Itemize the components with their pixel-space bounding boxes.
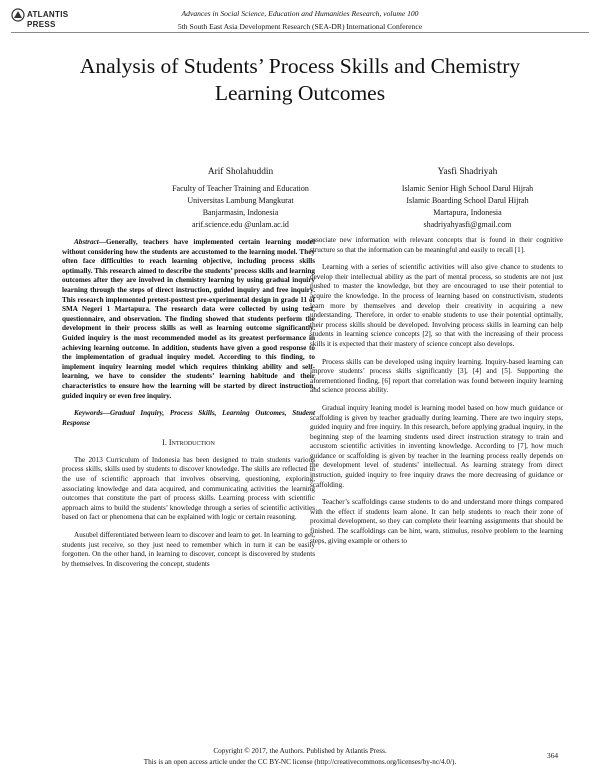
author-affiliation: Islamic Boarding School Darul Hijrah [406, 196, 529, 205]
author-block-2 [345, 166, 590, 231]
title-line-1: Analysis of Students’ Process Skills and Chemistry [79, 54, 521, 78]
right-column [310, 236, 563, 554]
conference-name: 5th South East Asia Development Research (SEA-DR) International Conference [177, 22, 423, 31]
keywords: Keywords—Gradual Inquiry, Process Skills, Learning Outcomes, Student Response [62, 409, 315, 427]
left-column [62, 238, 315, 577]
author-affiliation: Islamic Senior High School Darul Hijrah [401, 184, 534, 193]
author-email: shadriyahyasfi@gmail.com [423, 220, 512, 229]
body-paragraph: The 2013 Curriculum of Indonesia has been designed to train students various process skills, skills used by students to discover knowledge. The skills are reflected in the use of scientific approach that involves observing, questioning, exploring, associating knowledge and data acquired, and communicating activities the learning outcomes that constitute the part of process skills. Learning process with scientific approach aims to build the students’ knowledge through a series of scientific activities based on fact or phenomena that can be explained with logic or certain reasoning. [62, 455, 315, 522]
author-location: Banjarmasin, Indonesia [202, 208, 279, 217]
abstract [62, 238, 315, 401]
abstract-label: Abstract [74, 238, 99, 246]
author-location: Martapura, Indonesia [433, 208, 502, 217]
author-name: Yasfi Shadriyah [437, 167, 498, 177]
copyright-line: Copyright © 2017, the Authors. Published by Atlantis Press. [213, 747, 387, 755]
body-paragraph: Learning with a series of scientific activities will also give chance to students to develop their intellectual ability as the part of mental process, so students are not just pushed to master the knowledge, but they are encouraged to use their potential to acquire the knowledge. In the process of learning based on constructivism, students learn more by themselves and develop their creativity in acquiring a new understanding. Therefore, in order to enable students to use their potential optimally, their process skills should be developed. Involving process skills in learning can help students in learning science concepts [2], so that with the increasing of their process skills it is expected that their mastery of science concept also develops. [310, 263, 563, 348]
page-number: 364 [547, 751, 559, 760]
body-paragraph: associate new information with relevant concepts that is found in their cognitive structure so that the information can be meaningful and easily to recall [1]. [310, 236, 563, 254]
abstract-text: —Generally, teachers have implemented certain learning model without considering how the students are accustomed to the learning model. They often face difficulties to reach learning objective, including process skills optimally. This research aimed to describe the students’ process skills and learning outcomes after they are involved in chemistry learning by using gradual inquiry learning through the steps of direct instruction, guided inquiry and free inquiry. This research implemented pretest-posttest pre-experimental design in grade 11 of SMA Negeri 1 Martapura. The research data were collected by using test, questionnaire, and observation. The finding showed that students perform the development in their process skills as well as learning outcome significantly. Guided inquiry is the most recommended model as its greatest performance in achieving learning outcome. In addition, students have given a good response to the implementation of gradual inquiry model. According to this finding, to implement inquiry learning model which requires thinking ability and self-learning, we have to consider the students’ learning habitude and their characteristics to ensure how the learning will be started by direct instruction, guided inquiry or even free inquiry. [62, 238, 315, 400]
license-line: This is an open access article under the CC BY-NC license (http://creativecommons.org/licenses/by-nc/4.0/). [143, 758, 457, 766]
author-name: Arif Sholahuddin [207, 167, 274, 177]
author-block-1 [118, 166, 363, 231]
author-affiliation: Universitas Lambung Mangkurat [187, 196, 294, 205]
body-paragraph: Ausubel differentiated between learn to discover and learn to get. In learning to get, students just receive, so they just need to remember which in turn it can be easily forgotten. On the other hand, in learning to discover, concept is discovered by students by themselves. In discovering the concept, students [62, 531, 315, 568]
series-title: Advances in Social Science, Education and Humanities Research, volume 100 [181, 9, 419, 18]
title-line-2: Learning Outcomes [214, 81, 386, 105]
body-paragraph: Teacher’s scaffoldings cause students to do and understand more things compared with the effect if students learn alone. It can help students to reach their zone of proximal development, so they can complete their learning assignments that should be finished. The scaffoldings can be hint, warn, stimulus, resolve problem to the learning steps, giving example or others to [310, 498, 563, 545]
body-paragraph: Gradual inquiry leaning model is learning model based on how much guidance or scaffolding is given by teacher gradually during learning. There are two inquiry steps, guided inquiry and free inquiry. In this research, before applying gradual inquiry, in the beginning step of the learning students used direct instruction strategy to train and accustom scientific activities in inventing knowledge. According to [7], how much guidance or scaffolding is given by teacher in the learning process really depends on the development level of students’ intellectual. As learning strategy from direct instruction, guided inquiry to free inquiry draws the more decreasing of guidance or scaffolding. [310, 403, 563, 489]
section-heading: I. Introduction [162, 438, 215, 448]
logo-line2: PRESS [27, 20, 56, 29]
author-email: arif.science.edu @unlam.ac.id [192, 220, 289, 229]
paper-title [40, 53, 560, 107]
author-affiliation: Faculty of Teacher Training and Education [172, 184, 309, 193]
logo-line1: ATLANTIS [27, 10, 69, 19]
body-paragraph: Process skills can be developed using inquiry learning. Inquiry-based learning can improve students’ process skills significantly [3], [4] and [5]. Supporting the aforementioned finding, [6] report that correlation was found between inquiry learning and science process ability. [310, 357, 563, 395]
header-divider [11, 32, 589, 33]
